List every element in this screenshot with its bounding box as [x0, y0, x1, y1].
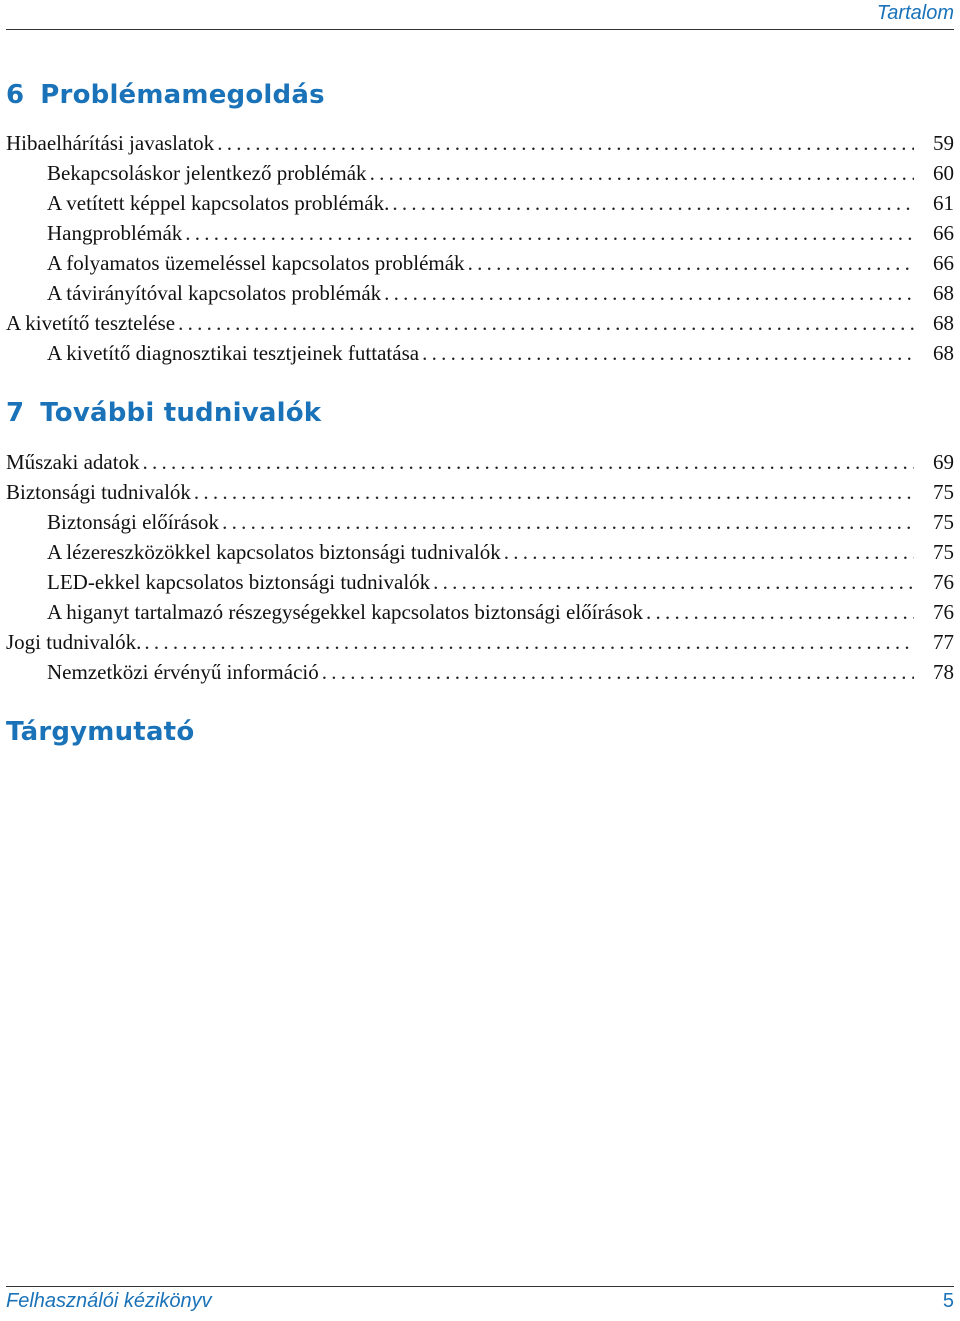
- toc-entry-label: A vetített képpel kapcsolatos problémák.: [47, 191, 390, 215]
- toc-entry-label: Hangproblémák: [47, 221, 183, 245]
- toc-entry-label: A kivetítő diagnosztikai tesztjeinek futtatása: [47, 341, 420, 365]
- footer-page-number: 5: [942, 1290, 954, 1312]
- dot-leader: [217, 131, 914, 156]
- toc-entry[interactable]: [47, 540, 954, 570]
- dot-leader: [392, 191, 914, 216]
- dot-leader: [322, 660, 914, 685]
- toc-entry[interactable]: [6, 450, 954, 480]
- toc-entry-page: 59: [933, 131, 954, 155]
- chapter-heading-6[interactable]: [6, 80, 325, 110]
- toc-entry-page: 68: [933, 311, 954, 335]
- toc-entry-label: Biztonsági előírások: [47, 510, 220, 534]
- running-header: Tartalom: [876, 2, 954, 24]
- chapter-title: Tárgymutató: [6, 717, 195, 747]
- chapter-number: 6: [6, 80, 25, 110]
- toc-entry-label: A lézereszközökkel kapcsolatos biztonsági tudnivalók: [47, 540, 501, 564]
- toc-entry-label: Bekapcsoláskor jelentkező problémák: [47, 161, 367, 185]
- footer-rule: [6, 1286, 954, 1287]
- toc-entry[interactable]: [6, 131, 954, 161]
- header-rule: [6, 29, 954, 30]
- toc-entry-page: 75: [933, 480, 954, 504]
- toc-entry-page: 60: [933, 161, 954, 185]
- footer-book-title: Felhasználói kézikönyv: [6, 1290, 212, 1312]
- chapter-title: Problémamegoldás: [40, 80, 325, 110]
- toc-entry-page: 61: [933, 191, 954, 215]
- toc-entry-page: 78: [933, 660, 954, 684]
- toc-entry-label: LED-ekkel kapcsolatos biztonsági tudnivalók: [47, 570, 431, 594]
- toc-entry-label: Hibaelhárítási javaslatok: [6, 131, 215, 155]
- chapter-number: 7: [6, 398, 25, 428]
- chapter-heading-index[interactable]: [6, 717, 194, 747]
- dot-leader: [222, 510, 914, 535]
- toc-entry-label: Nemzetközi érvényű információ: [47, 660, 319, 684]
- toc-entry-page: 66: [933, 251, 954, 275]
- dot-leader: [646, 600, 914, 625]
- toc-entry-page: 77: [933, 630, 954, 654]
- dot-leader: [433, 570, 914, 595]
- dot-leader: [370, 161, 914, 186]
- toc-entry-page: 76: [933, 570, 954, 594]
- toc-entry[interactable]: [47, 570, 954, 600]
- toc-entry[interactable]: [47, 161, 954, 191]
- toc-entry[interactable]: [47, 660, 954, 690]
- dot-leader: [384, 281, 914, 306]
- toc-entry-page: 75: [933, 510, 954, 534]
- dot-leader: [422, 341, 914, 366]
- toc-entry-label: Biztonsági tudnivalók: [6, 480, 191, 504]
- chapter-title: További tudnivalók: [40, 398, 322, 428]
- dot-leader: [185, 221, 914, 246]
- toc-entry[interactable]: [47, 341, 954, 371]
- toc-entry-page: 68: [933, 281, 954, 305]
- toc-entry[interactable]: [6, 630, 954, 660]
- toc-entry-page: 76: [933, 600, 954, 624]
- toc-entry-page: 69: [933, 450, 954, 474]
- dot-leader: [143, 450, 914, 475]
- dot-leader: [194, 480, 914, 505]
- toc-entry[interactable]: [47, 281, 954, 311]
- toc-entry[interactable]: [47, 600, 954, 630]
- toc-entry[interactable]: [47, 510, 954, 540]
- toc-entry[interactable]: [47, 221, 954, 251]
- toc-entry[interactable]: [47, 191, 954, 221]
- dot-leader: [178, 311, 914, 336]
- toc-entry-page: 75: [933, 540, 954, 564]
- toc-entry-label: A higanyt tartalmazó részegységekkel kapcsolatos biztonsági előírások: [47, 600, 643, 624]
- dot-leader: [504, 540, 914, 565]
- toc-entry-label: A távirányítóval kapcsolatos problémák: [47, 281, 382, 305]
- toc-entry-label: A folyamatos üzemeléssel kapcsolatos problémák: [47, 251, 465, 275]
- toc-entry[interactable]: [6, 311, 954, 341]
- toc-entry-label: Műszaki adatok: [6, 450, 140, 474]
- dot-leader: [468, 251, 914, 276]
- dot-leader: [144, 630, 914, 655]
- toc-entry-label: Jogi tudnivalók.: [6, 630, 142, 654]
- toc-entry[interactable]: [47, 251, 954, 281]
- toc-entry-page: 66: [933, 221, 954, 245]
- toc-entry[interactable]: [6, 480, 954, 510]
- toc-entry-page: 68: [933, 341, 954, 365]
- chapter-heading-7[interactable]: [6, 398, 321, 428]
- toc-entry-label: A kivetítő tesztelése: [6, 311, 176, 335]
